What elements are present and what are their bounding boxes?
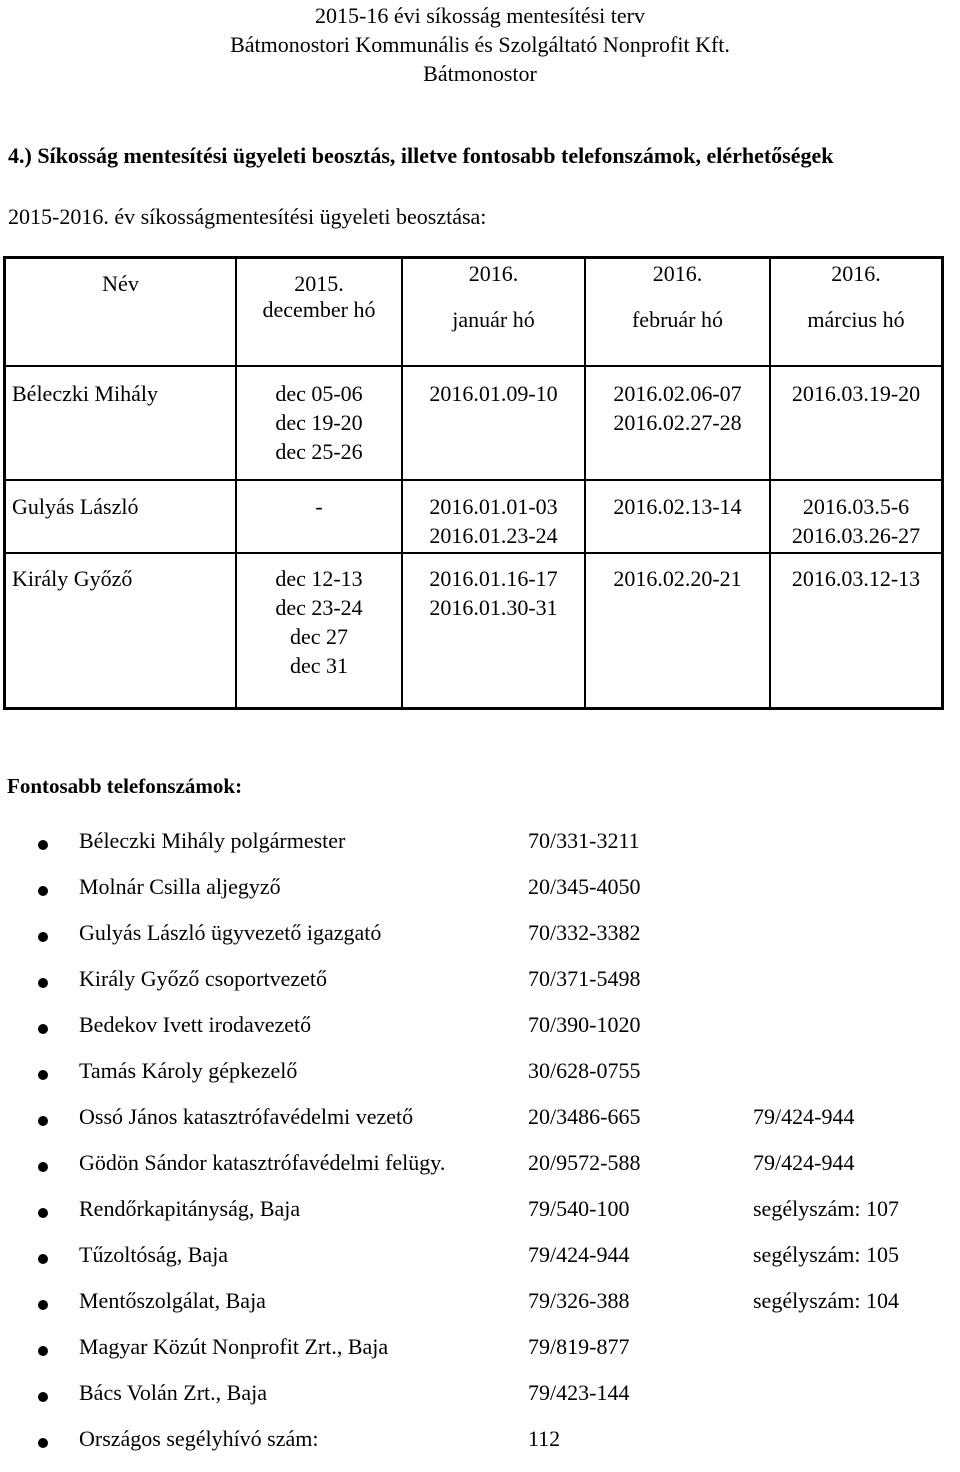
table-cell	[771, 379, 941, 408]
table-horizontal-rule	[6, 479, 941, 481]
table-cell	[771, 564, 941, 593]
contact-number: 79/424-944	[528, 1242, 630, 1267]
phones-title: Fontosabb telefonszámok:	[7, 774, 243, 798]
list-item	[0, 920, 960, 966]
contact-name: Gulyás László ügyvezető igazgató	[79, 920, 382, 945]
contact-extra: 79/424-944	[753, 1150, 855, 1175]
section-title: 4.) Síkosság mentesítési ügyeleti beosztás, illetve fontosabb telefonszámok, elérhetőségek	[8, 143, 834, 168]
cell-text: január hó	[452, 307, 535, 332]
schedule-table	[3, 256, 944, 710]
table-cell	[586, 492, 769, 521]
document-header	[0, 0, 960, 88]
bullet-icon	[38, 1438, 48, 1448]
cell-text: 2016.03.19-20	[791, 381, 921, 406]
list-item	[0, 1288, 960, 1334]
bullet-icon	[38, 1070, 48, 1080]
row-name: Király Győző	[12, 566, 133, 591]
cell-text: 2016.01.16-17	[429, 566, 558, 591]
bullet-icon	[38, 1116, 48, 1126]
cell-text: dec 19-20	[275, 410, 363, 435]
contact-name: Rendőrkapitányság, Baja	[79, 1196, 301, 1221]
table-cell	[586, 564, 769, 593]
bullet-icon	[38, 1254, 48, 1264]
bullet-icon	[38, 1346, 48, 1356]
contact-name: Molnár Csilla aljegyző	[79, 874, 281, 899]
contact-name: Király Győző csoportvezető	[79, 966, 328, 991]
bullet-icon	[38, 932, 48, 942]
contact-name: Bács Volán Zrt., Baja	[79, 1380, 267, 1405]
contact-extra: segélyszám: 107	[753, 1196, 900, 1221]
bullet-icon	[38, 1300, 48, 1310]
contact-extra: segélyszám: 104	[753, 1288, 900, 1313]
cell-text: 2015.	[294, 271, 344, 296]
table-cell	[237, 564, 401, 680]
cell-text: 2016.	[831, 261, 881, 286]
list-item	[0, 1150, 960, 1196]
cell-text: 2016.01.30-31	[429, 595, 558, 620]
cell-text: 2016.03.26-27	[791, 523, 921, 548]
list-item	[0, 874, 960, 920]
row-name: Béleczki Mihály	[12, 381, 159, 406]
cell-text: dec 23-24	[275, 595, 363, 620]
contact-number: 30/628-0755	[528, 1058, 641, 1083]
contact-name: Ossó János katasztrófavédelmi vezető	[79, 1104, 414, 1129]
contact-name: Mentőszolgálat, Baja	[79, 1288, 266, 1313]
list-item	[0, 1426, 960, 1472]
contact-name: Béleczki Mihály polgármester	[79, 828, 346, 853]
contact-number: 70/332-3382	[528, 920, 641, 945]
contact-number: 20/9572-588	[528, 1150, 641, 1175]
contact-number: 112	[528, 1426, 561, 1451]
table-cell	[771, 492, 941, 550]
contact-name: Bedekov Ivett irodavezető	[79, 1012, 312, 1037]
contact-number: 20/3486-665	[528, 1104, 641, 1129]
list-item	[0, 1104, 960, 1150]
contact-number: 70/371-5498	[528, 966, 641, 991]
list-item	[0, 1380, 960, 1426]
bullet-icon	[38, 1162, 48, 1172]
cell-text: 2016.03.5-6	[802, 494, 910, 519]
table-cell	[586, 379, 769, 437]
contact-name: Magyar Közút Nonprofit Zrt., Baja	[79, 1334, 389, 1359]
list-item	[0, 1012, 960, 1058]
contact-name: Tamás Károly gépkezelő	[79, 1058, 298, 1083]
contact-number: 79/326-388	[528, 1288, 630, 1313]
contact-extra: 79/424-944	[753, 1104, 855, 1129]
contact-number: 70/390-1020	[528, 1012, 641, 1037]
list-item	[0, 1196, 960, 1242]
row-name: Gulyás László	[12, 494, 139, 519]
table-cell	[237, 492, 401, 521]
list-item	[0, 1242, 960, 1288]
cell-text: dec 25-26	[275, 439, 363, 464]
cell-text: dec 05-06	[275, 381, 363, 406]
cell-text: dec 12-13	[275, 566, 363, 591]
cell-text: 2016.	[652, 261, 703, 286]
cell-text: december hó	[262, 297, 376, 322]
contact-name: Országos segélyhívó szám:	[79, 1426, 319, 1451]
list-item	[0, 1058, 960, 1104]
table-cell	[403, 564, 584, 622]
bullet-icon	[38, 1392, 48, 1402]
table-horizontal-rule	[6, 365, 941, 367]
table-cell	[237, 379, 401, 466]
contact-number: 79/423-144	[528, 1380, 630, 1405]
cell-text: 2016.01.09-10	[429, 381, 558, 406]
cell-text: 2016.02.20-21	[613, 566, 742, 591]
contact-extra: segélyszám: 105	[753, 1242, 900, 1267]
cell-text: 2016.02.27-28	[613, 410, 742, 435]
table-cell	[403, 492, 584, 550]
bullet-icon	[38, 1208, 48, 1218]
contact-number: 20/345-4050	[528, 874, 641, 899]
contact-name: Gödön Sándor katasztrófavédelmi felügy.	[79, 1150, 446, 1175]
schedule-title: 2015-2016. év síkosságmentesítési ügyeleti beosztása:	[8, 204, 487, 229]
cell-text: 2016.	[468, 261, 519, 286]
list-item	[0, 1334, 960, 1380]
cell-text: dec 31	[289, 653, 349, 678]
cell-text: dec 27	[289, 624, 349, 649]
contact-number: 70/331-3211	[528, 828, 640, 853]
table-horizontal-rule	[6, 552, 941, 554]
cell-text: március hó	[807, 307, 905, 332]
list-item	[0, 966, 960, 1012]
cell-text: -	[315, 494, 323, 519]
bullet-icon	[38, 978, 48, 988]
cell-text: 2016.01.23-24	[429, 523, 558, 548]
bullet-icon	[38, 1024, 48, 1034]
bullet-icon	[38, 886, 48, 896]
cell-text: 2016.03.12-13	[791, 566, 921, 591]
cell-text: 2016.02.13-14	[613, 494, 742, 519]
bullet-icon	[38, 840, 48, 850]
cell-text: Név	[102, 271, 139, 296]
phone-list	[0, 828, 960, 1472]
company-name: Bátmonostori Kommunális és Szolgáltató Nonprofit Kft.	[230, 32, 730, 57]
cell-text: 2016.01.01-03	[429, 494, 558, 519]
cell-text: február hó	[631, 307, 723, 332]
cell-text: 2016.02.06-07	[613, 381, 742, 406]
plan-title: 2015-16 évi síkosság mentesítési terv	[315, 3, 645, 28]
location-name: Bátmonostor	[423, 61, 537, 86]
contact-name: Tűzoltóság, Baja	[79, 1242, 229, 1267]
list-item	[0, 828, 960, 874]
table-cell	[403, 379, 584, 408]
contact-number: 79/819-877	[528, 1334, 630, 1359]
contact-number: 79/540-100	[528, 1196, 630, 1221]
